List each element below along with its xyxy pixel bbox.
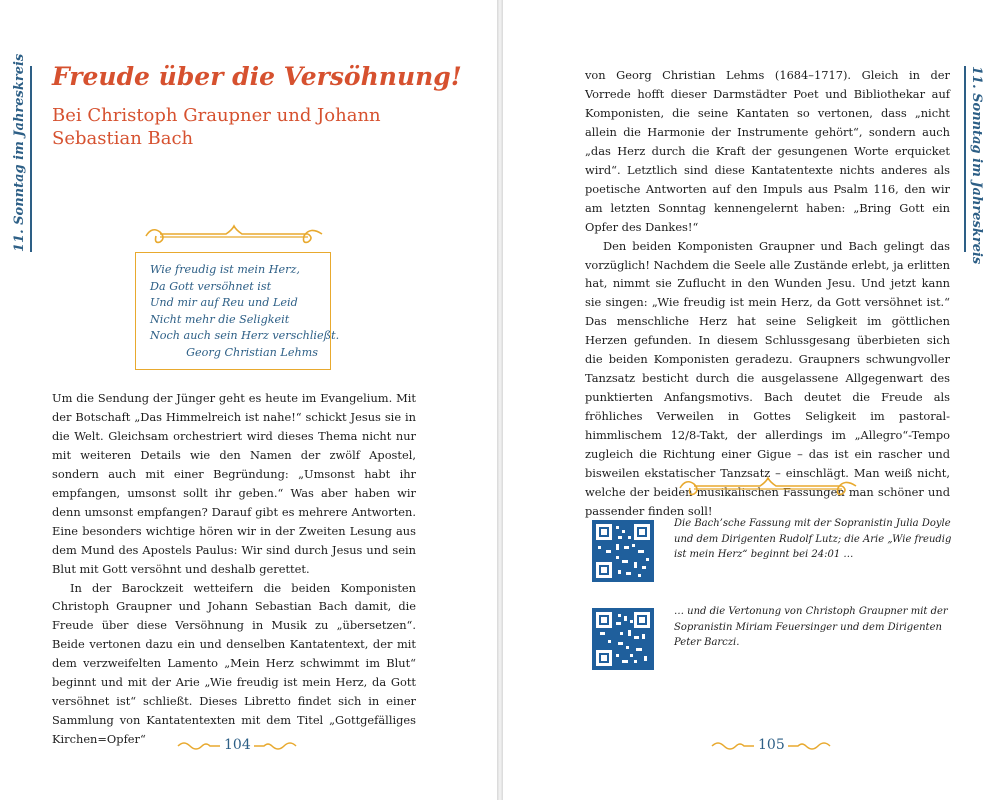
qr-code-graupner[interactable] bbox=[592, 608, 654, 670]
page-number: 104 bbox=[224, 737, 251, 753]
qr-caption: … und die Vertonung von Christoph Graupner mit der Sopranistin Miriam Feuersinger und dem Dirigenten Peter Barczi. bbox=[674, 606, 948, 649]
page-number-ornament-right bbox=[252, 738, 298, 754]
paragraph: Um die Sendung der Jünger geht es heute im Evangelium. Mit der Botschaft „Das Himmelreich ist nahe!“ schickt Jesus sie in die Welt. Gleichsam orchestriert wird dieses Thema nicht nur mit weiteren Details wie den Namen der zwölf Apostel, sondern auch mit einer Begründung: „Umsonst habt ihr empfangen, umsonst sollt ihr geben.“ Was aber haben wir denn umsonst empfangen? Darauf gibt es mehrere Antworten. Eine besonders wichtige hören wir in der Zweiten Lesung aus dem Mund des Apostels Paulus: Wir sind durch Jesus und sein Blut mit Gott versöhnt und deshalb gerettet. bbox=[52, 391, 416, 576]
qr-caption: Die Bach’sche Fassung mit der Sopranistin Julia Doyle und dem Dirigenten Rudolf Lutz; die Arie „Wie freudig ist mein Herz“ beginnt bei 24:01 … bbox=[674, 518, 952, 561]
qr-code-bach[interactable] bbox=[592, 520, 654, 582]
paragraph: In der Barockzeit wetteifern die beiden Komponisten Christoph Graupner und Johann Sebastian Bach damit, die Freude über diese Versöhnung in Musik zu „übersetzen“. Beide vertonen dazu ein und denselben Kantatentext, der mit dem verzweifelten Lamento „Mein Herz schwimmt im Blut“ beginnt und mit der Arie „Wie freudig ist mein Herz, da Gott versöhnet ist“ schließt. Dieses Libretto findet sich in einer Sammlung von Kantatentexten mit dem Titel „Gottgefälliges Kirchen=Opfer“ bbox=[52, 580, 416, 747]
ornament-divider-right bbox=[672, 476, 864, 498]
verse-line: Wie freudig ist mein Herz, bbox=[150, 263, 300, 276]
page-number: 105 bbox=[758, 737, 785, 753]
page-number-ornament-left bbox=[176, 738, 222, 754]
ornament-divider-top bbox=[138, 220, 330, 248]
verse-box bbox=[135, 252, 340, 370]
left-side-tab: 11. Sonntag im Jahreskreis bbox=[12, 66, 32, 252]
paragraph: Den beiden Komponisten Graupner und Bach gelingt das vorzüglich! Nachdem die Seele alle Zustände erlebt, ja erlitten hat, nimmt sie Zuflucht in den Wunden Jesu. Und jetzt kann sie singen: „Wie freudig ist mein Herz, da Gott versöhnet ist.“ Das menschliche Herz hat seine Seligkeit im göttlichen Herzen gefunden. In diesem Schlussgesang überbieten sich die beiden Komponisten geradezu. Graupners schwungvoller Tanzsatz besticht durch die ausgelassene Allgegenwart des punktierten Anfangsmotivs. Bach deutet die Freude als fröhliches Verweilen in Gottes Seligkeit im pastoral-himmlischem 12/8-Takt, der allerdings im „Allegro“-Tempo zugleich die Richtung einer Gigue – das ist ein rascher und bisweilen ekstatischer Tanzsatz – einschlägt. Man weiß nicht, welche der beiden musikalischen Fassungen man schöner und passender finden soll! bbox=[585, 238, 950, 518]
page-number-ornament-left bbox=[710, 738, 756, 754]
left-body-text bbox=[52, 389, 416, 749]
verse-line: Noch auch sein Herz verschließt. bbox=[150, 329, 340, 342]
verse-author: Georg Christian Lehms bbox=[186, 345, 318, 359]
verse-line: Nicht mehr die Seligkeit bbox=[150, 312, 290, 326]
verse-line: Und mir auf Reu und Leid bbox=[150, 296, 298, 309]
right-body-text bbox=[585, 66, 950, 521]
page-subtitle: Bei Christoph Graupner und Johann Sebastian Bach bbox=[52, 105, 381, 149]
page-title: Freude über die Versöhnung! bbox=[52, 62, 462, 91]
page-number-ornament-right bbox=[786, 738, 832, 754]
paragraph: von Georg Christian Lehms (1684–1717). Gleich in der Vorrede hofft dieser Darmstädter Poet und Bibliothekar auf Komponisten, die seine Kantaten so vertonen, dass „nicht allein die Harmonie der Instrumente gehört“, sondern auch „das Herz durch die Kraft der gesungenen Worte erquicket wird“. Letztlich sind diese Kantatentexte nichts anderes als poetische Antworten auf den Impuls aus Psalm 116, den wir am letzten Sonntag kennengelernt haben: „Bring Gott ein Opfer des Dankes!“ bbox=[585, 68, 950, 234]
verse-line: Da Gott versöhnet ist bbox=[150, 279, 272, 293]
right-side-tab: 11. Sonntag im Jahreskreis bbox=[964, 66, 984, 252]
